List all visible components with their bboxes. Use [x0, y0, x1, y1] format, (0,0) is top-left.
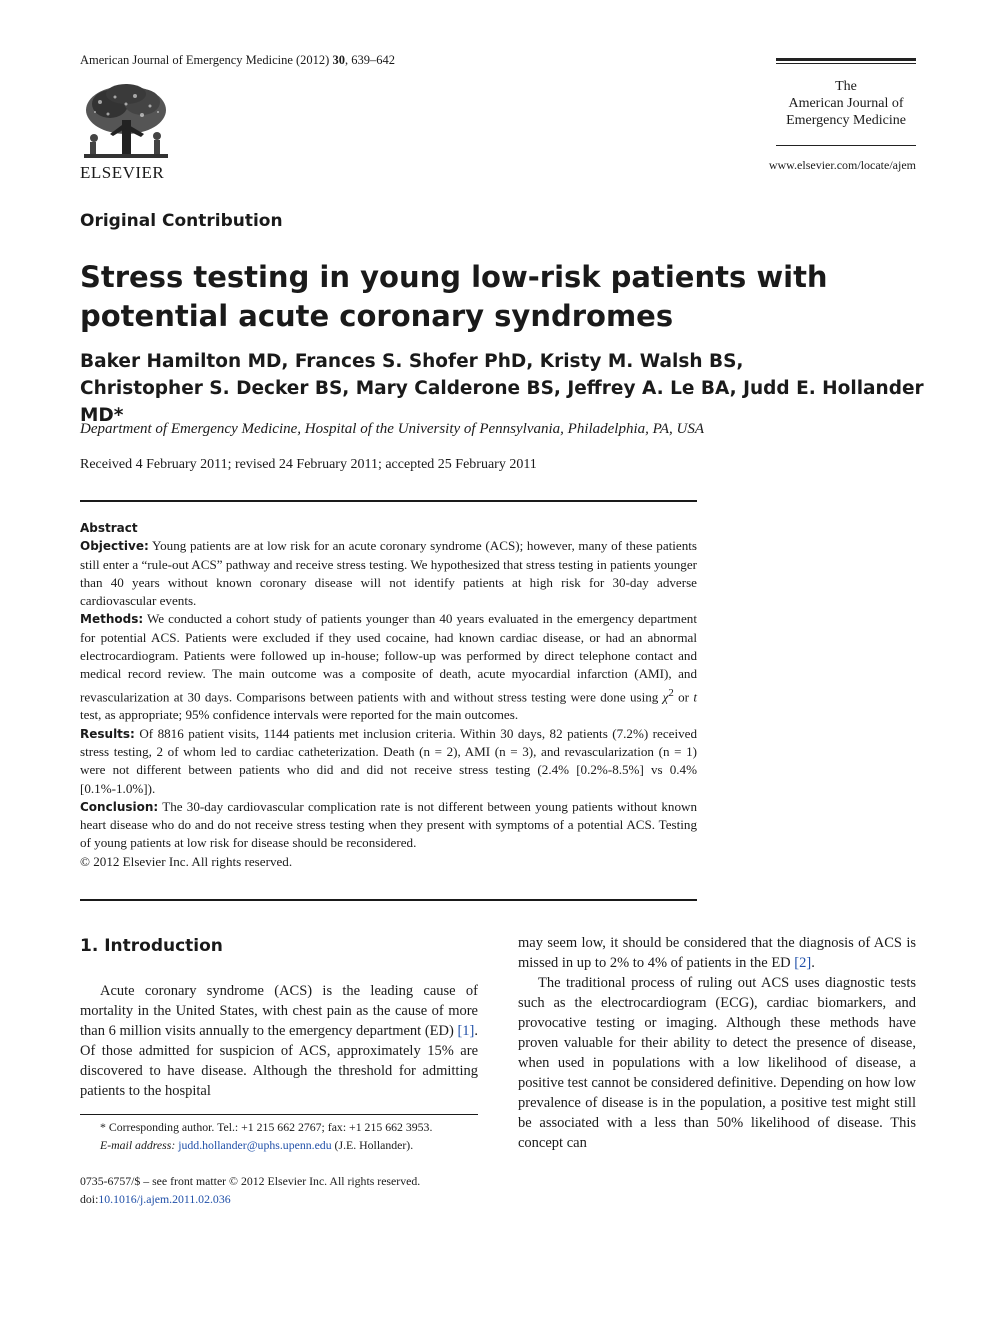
citation-prefix: American Journal of Emergency Medicine (2012)	[80, 53, 333, 67]
methods-text: test, as appropriate; 95% confidence intervals were reported for the main outcomes.	[80, 707, 519, 723]
objective-label: Objective:	[80, 539, 149, 554]
journal-logo-rule	[776, 63, 916, 64]
conclusion-text: The 30-day cardiovascular complication rate is not different between young patients without known heart disease who do and do not receive stress testing when they present with symptoms of a potential ACS. Testing of young patients at low risk for disease should be reconsidered.	[80, 798, 697, 851]
journal-citation	[80, 53, 395, 68]
tree-logo-graphic	[80, 82, 172, 164]
abstract-results	[80, 725, 697, 798]
doi-link[interactable]: 10.1016/j.ajem.2011.02.036	[98, 1192, 231, 1206]
email-link[interactable]: judd.hollander@uphs.upenn.edu	[178, 1138, 332, 1152]
email-owner: (J.E. Hollander).	[331, 1138, 414, 1152]
abstract-rule-bottom	[80, 899, 697, 901]
t-symbol: t	[693, 689, 697, 705]
methods-label: Methods:	[80, 612, 144, 627]
journal-logo-rule	[776, 58, 916, 61]
footnotes	[80, 1118, 478, 1154]
methods-text: We conducted a cohort study of patients younger than 40 years evaluated in the emergency department for potential ACS. Patients were excluded if they used cocaine, had known cardiac disease, or had an abnormal electrocardiogram. Patients were followed up in-house; follow-up was performed by direct telephone contact and medical record review. The main outcome was a composite of death, acute myocardial infarction (AMI), and revascularization at 30 days. Comparisons between patients with and without stress testing were done using	[80, 611, 697, 705]
journal-url[interactable]: www.elsevier.com/locate/ajem	[768, 158, 916, 172]
footnote-rule	[80, 1114, 478, 1115]
front-matter	[80, 1172, 500, 1208]
copyright: © 2012 Elsevier Inc. All rights reserved.	[80, 853, 293, 869]
objective-text: Young patients are at low risk for an acute coronary syndrome (ACS); however, many of these patients still enter a “rule-out ACS” pathway and receive stress testing. We hypothesized that stress testing in patients younger than 40 years without known coronary disease will not identify patients at high risk for 30-day adverse cardiovascular events.	[80, 538, 697, 609]
abstract-objective	[80, 537, 697, 610]
email-label: E-mail address:	[100, 1138, 176, 1152]
abstract	[80, 519, 697, 871]
citation-pages: , 639–642	[344, 53, 395, 67]
body-column-right	[518, 933, 916, 1153]
paragraph-text: may seem low, it should be considered that the diagnosis of ACS is missed in up to 2% to 4% of patients in the ED	[518, 935, 916, 971]
conclusion-label: Conclusion:	[80, 799, 159, 814]
author-line: Christopher S. Decker BS, Mary Calderone BS, Jeffrey A. Le BA, Judd E. Hollander MD*	[80, 378, 924, 426]
paragraph-text: Acute coronary syndrome (ACS) is the leading cause of mortality in the United States, with chest pain as the cause of more than 6 million visits annually to the emergency department (ED)	[80, 983, 478, 1039]
abstract-conclusion	[80, 798, 697, 853]
article-title: Stress testing in young low-risk patients with potential acute coronary syndromes	[80, 260, 828, 333]
citation-volume: 30	[332, 53, 345, 67]
doi-label: doi:	[80, 1192, 99, 1206]
abstract-heading: Abstract	[80, 521, 138, 535]
results-text: Of 8816 patient visits, 1144 patients met inclusion criteria. Within 30 days, 82 patients (7.2%) received stress testing, 2 of whom led to cardiac catheterization. Death (n = 2), AMI (n = 3), and revascularization (n = 1) were not different between patients who did and did not receive stress testing (2.4% [0.2%-8.5%] vs 0.4% [0.1%-1.0%]).	[80, 725, 698, 796]
journal-logo-rule	[776, 145, 916, 146]
author-line: Baker Hamilton MD, Frances S. Shofer PhD, Kristy M. Walsh BS,	[80, 351, 744, 372]
journal-logo-line: American Journal of	[788, 96, 904, 111]
author-list	[80, 348, 940, 429]
section-label: Original Contribution	[80, 211, 283, 231]
paragraph	[518, 933, 916, 973]
introduction-heading: 1. Introduction	[80, 936, 223, 956]
paragraph: The traditional process of ruling out ACS uses diagnostic tests such as the electrocardiogram (ECG), cardiac biomarkers, and provocative testing or imaging. Although these methods have proven valuable for their ability to detect the presence of disease, when used in populations with a low likelihood of disease, a positive test cannot be considered definitive. Depending on how low prevalence of disease is in the population, a positive test might still be associated with a less than 50% likelihood of disease. This concept can	[518, 975, 916, 1151]
methods-text: or	[673, 689, 694, 705]
corresponding-author-note: * Corresponding author. Tel.: +1 215 662 2767; fax: +1 215 662 3953.	[100, 1120, 433, 1134]
paragraph	[80, 981, 478, 1101]
publisher-name: ELSEVIER	[80, 163, 165, 182]
front-matter-text: 0735-6757/$ – see front matter © 2012 Elsevier Inc. All rights reserved.	[80, 1174, 421, 1188]
paragraph-text: .	[811, 955, 815, 971]
abstract-methods	[80, 610, 697, 724]
chi-exponent: 2	[668, 686, 674, 699]
chi-symbol: χ	[662, 689, 669, 705]
reference-link[interactable]: [1]	[457, 1023, 475, 1039]
email-note	[80, 1136, 478, 1154]
journal-logo	[776, 78, 916, 129]
results-label: Results:	[80, 726, 135, 741]
journal-logo-line: Emergency Medicine	[786, 113, 906, 128]
doi-line	[80, 1190, 500, 1208]
body-column-left	[80, 981, 478, 1101]
abstract-rule-top	[80, 500, 697, 502]
paragraph-text: . Of those admitted for suspicion of ACS, approximately 15% are discovered to have disease. Although the threshold for admitting patients to the hospital	[80, 1023, 478, 1099]
affiliation: Department of Emergency Medicine, Hospital of the University of Pennsylvania, Philadelphia, PA, USA	[80, 421, 705, 437]
journal-logo-line: The	[835, 79, 857, 94]
article-dates: Received 4 February 2011; revised 24 February 2011; accepted 25 February 2011	[80, 457, 537, 472]
reference-link[interactable]: [2]	[794, 955, 812, 971]
